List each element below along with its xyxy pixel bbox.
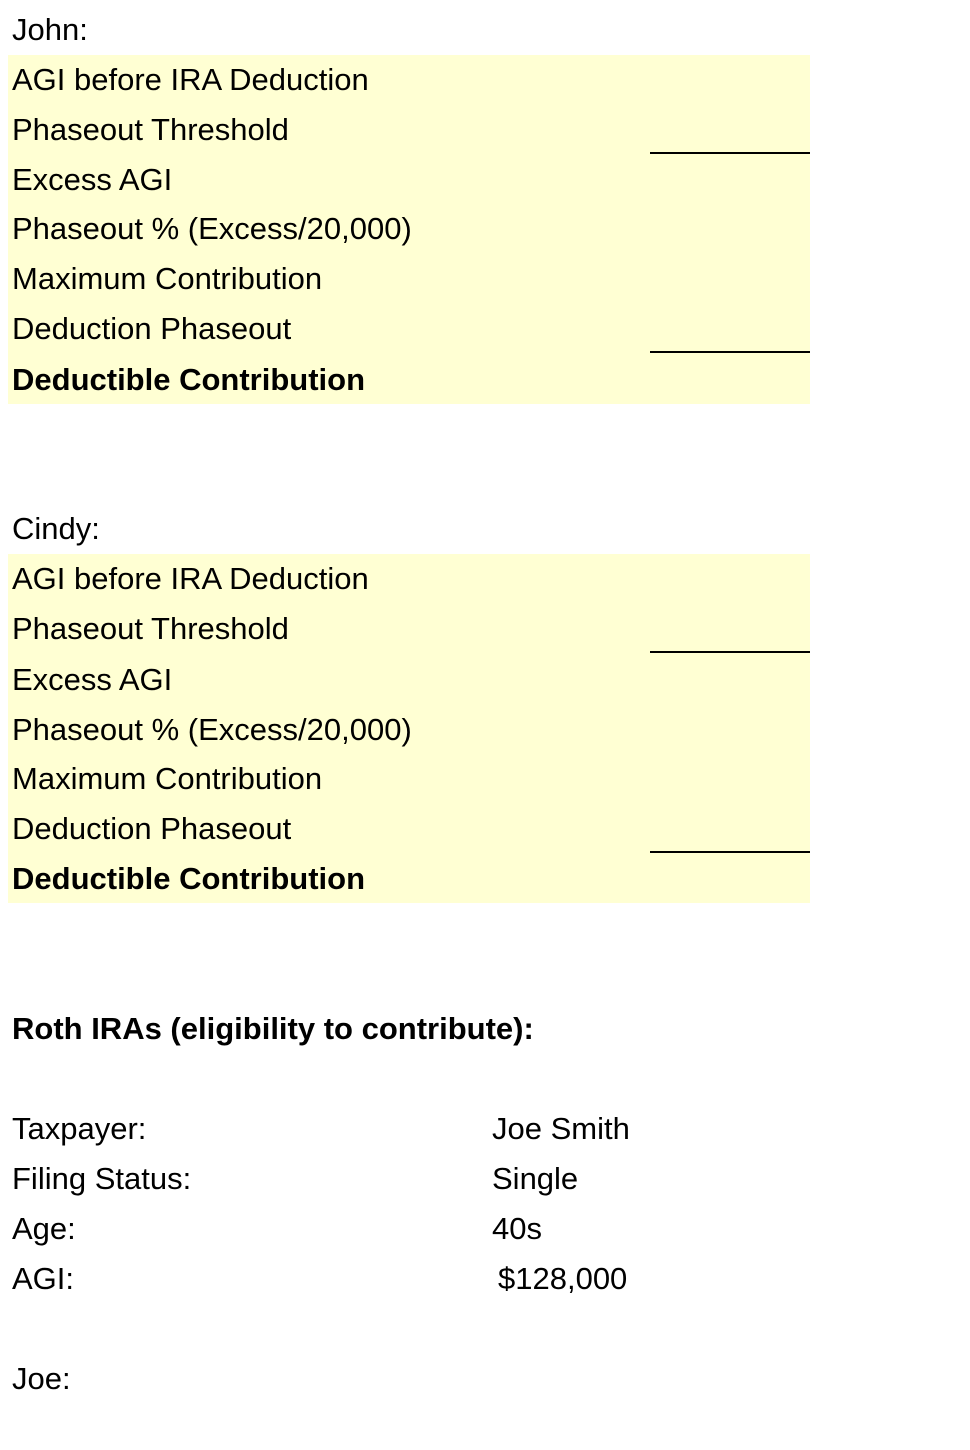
roth-heading: Roth IRAs (eligibility to contribute): xyxy=(12,1011,534,1046)
age-value[interactable]: 40s xyxy=(492,1211,542,1246)
row-label: Phaseout Threshold xyxy=(12,611,289,646)
cindy-phaseout-underline xyxy=(650,851,810,853)
filing-status-value[interactable]: Single xyxy=(492,1161,579,1196)
row-label: Deductible Contribution xyxy=(12,861,366,896)
row-label: Deductible Contribution xyxy=(12,362,366,397)
agi-label: AGI: xyxy=(12,1261,75,1296)
row-label: Phaseout % (Excess/20,000) xyxy=(12,712,412,747)
john-phaseout-underline xyxy=(650,351,810,353)
age-label: Age: xyxy=(12,1211,76,1246)
john-section-title: John: xyxy=(12,12,88,47)
row-label: Maximum Contribution xyxy=(12,261,323,296)
row-label: Excess AGI xyxy=(12,162,173,197)
agi-value[interactable]: $128,000 xyxy=(498,1261,628,1296)
taxpayer-label: Taxpayer: xyxy=(12,1111,147,1146)
row-label: Deduction Phaseout xyxy=(12,311,292,346)
joe-label: Joe: xyxy=(12,1361,71,1396)
john-threshold-underline xyxy=(650,152,810,154)
filing-status-label: Filing Status: xyxy=(12,1161,192,1196)
row-label: Excess AGI xyxy=(12,662,173,697)
cindy-section-title: Cindy: xyxy=(12,511,100,546)
row-label: Deduction Phaseout xyxy=(12,811,292,846)
row-label: Phaseout % (Excess/20,000) xyxy=(12,211,412,246)
row-label: AGI before IRA Deduction xyxy=(12,62,369,97)
row-label: Maximum Contribution xyxy=(12,761,323,796)
row-label: AGI before IRA Deduction xyxy=(12,561,369,596)
taxpayer-value[interactable]: Joe Smith xyxy=(492,1111,630,1146)
row-label: Phaseout Threshold xyxy=(12,112,289,147)
cindy-threshold-underline xyxy=(650,651,810,653)
